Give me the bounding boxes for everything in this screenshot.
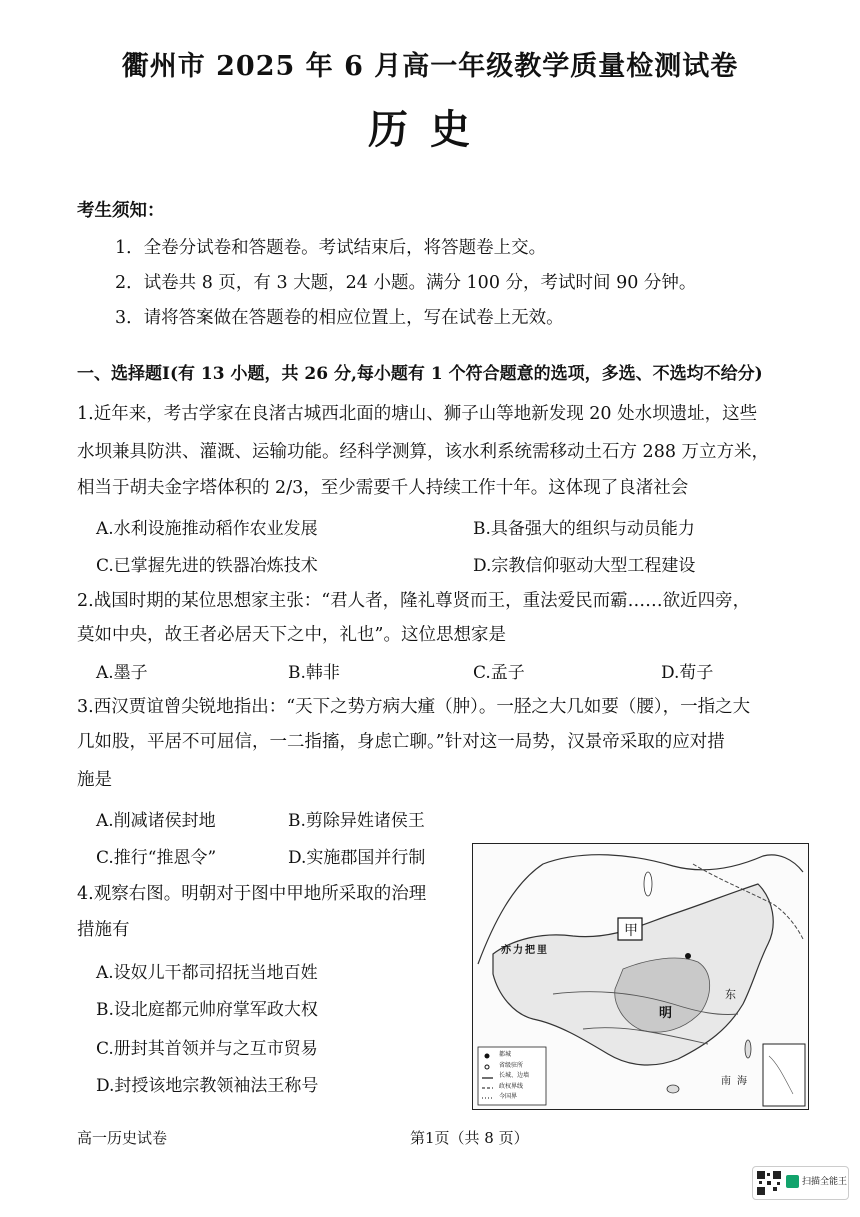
page-title: 衢州市 2025 年 6 月高一年级教学质量检测试卷 (121, 51, 739, 82)
map-legend-labels (499, 1050, 529, 1103)
question-4-option-b: B.设北庭都元帅府掌军政大权 (96, 1000, 318, 1020)
map-label-ming: 明 (659, 1006, 673, 1021)
question-3-line: 几如股，平居不可屈信，一二指搐，身虑亡聊。”针对这一局势，汉景帝采取的应对措 (77, 732, 725, 752)
question-1-option-a: A.水利设施推动稻作农业发展 (96, 519, 318, 539)
map-inset (763, 1044, 805, 1106)
legend-label: 省级驻所 (499, 1061, 524, 1069)
question-4-option-d: D.封授该地宗教领袖法王称号 (96, 1076, 319, 1096)
island (745, 1040, 751, 1058)
map-label-region: 亦力把里 (501, 945, 549, 956)
qr-code-icon (756, 1170, 782, 1196)
question-2-line: 2.战国时期的某位思想家主张：“君人者，隆礼尊贤而王，重法爱民而霸……欲近四旁， (77, 591, 751, 611)
question-3-line: 施是 (77, 770, 112, 790)
question-2-option-a: A.墨子 (96, 663, 148, 683)
legend-label: 政权界线 (499, 1082, 524, 1090)
legend-label: 今国界 (499, 1093, 518, 1100)
scanner-label: 扫描全能王 (802, 1177, 848, 1187)
question-1-option-d: D.宗教信仰驱动大型工程建设 (473, 556, 696, 576)
question-3-option-b: B.剪除异姓诸侯王 (288, 811, 425, 831)
question-3-option-a: A.削减诸侯封地 (96, 811, 216, 831)
question-3-line: 3.西汉贾谊曾尖锐地指出：“天下之势方病大瘇（肿）。一胫之大几如要（腰），一指之大 (77, 697, 751, 717)
question-4-option-a: A.设奴儿干都司招抚当地百姓 (96, 963, 318, 983)
notice-item: 3．请将答案做在答题卷的相应位置上，写在试卷上无效。 (115, 308, 564, 328)
footer-page: 第1页（共 8 页） (410, 1129, 529, 1147)
map-label-sea: 南海 (721, 1076, 753, 1087)
question-4-option-c: C.册封其首领并与之互市贸易 (96, 1039, 318, 1059)
question-1-line: 水坝兼具防洪、灌溉、运输功能。经科学测算，该水利系统需移动土石方 288 万立方米， (77, 442, 770, 462)
ming-map-figure (472, 843, 809, 1110)
map-label-jia: 甲 (624, 923, 638, 939)
footer-subject: 高一历史试卷 (77, 1129, 168, 1147)
subject-title: 历史 (368, 106, 492, 153)
legend-capital-icon (485, 1054, 490, 1059)
scanner-watermark (752, 1166, 849, 1200)
question-1-line: 相当于胡夫金字塔体积的 2/3，至少需要千人持续工作十年。这体现了良渚社会 (77, 478, 689, 498)
question-3-option-d: D.实施郡国并行制 (288, 848, 426, 868)
legend-label: 都城 (499, 1051, 512, 1058)
question-3-option-c: C.推行“推恩令” (96, 848, 217, 868)
question-1-option-b: B.具备强大的组织与动员能力 (473, 519, 695, 539)
legend-label: 长城、边墙 (499, 1072, 530, 1079)
notice-item: 2．试卷共 8 页，有 3 大题，24 小题。满分 100 分，考试时间 90 分钟。 (115, 273, 697, 293)
question-2-line: 莫如中央，故王者必居天下之中，礼也”。这位思想家是 (77, 625, 506, 645)
notice-item: 1．全卷分试卷和答题卷。考试结束后，将答题卷上交。 (115, 238, 547, 258)
lake (644, 872, 652, 896)
island (667, 1085, 679, 1093)
question-2-option-b: B.韩非 (288, 663, 340, 683)
question-1-line: 1.近年来，考古学家在良渚古城西北面的塘山、狮子山等地新发现 20 处水坝遗址，这些 (77, 404, 758, 424)
section-heading: 一、选择题Ⅰ(有 13 小题，共 26 分,每小题有 1 个符合题意的选项，多选、不选均不给分) (77, 364, 763, 384)
question-4-line: 4.观察右图。明朝对于图中甲地所采取的治理 (77, 884, 427, 904)
capital-marker (685, 953, 691, 959)
question-2-option-d: D.荀子 (661, 663, 714, 683)
question-1-option-c: C.已掌握先进的铁器冶炼技术 (96, 556, 318, 576)
map-label-east: 东 (725, 988, 736, 1001)
question-4-line: 措施有 (77, 920, 130, 940)
camscanner-logo-icon (786, 1175, 799, 1188)
notice-heading: 考生须知： (77, 201, 165, 221)
question-2-option-c: C.孟子 (473, 663, 525, 683)
